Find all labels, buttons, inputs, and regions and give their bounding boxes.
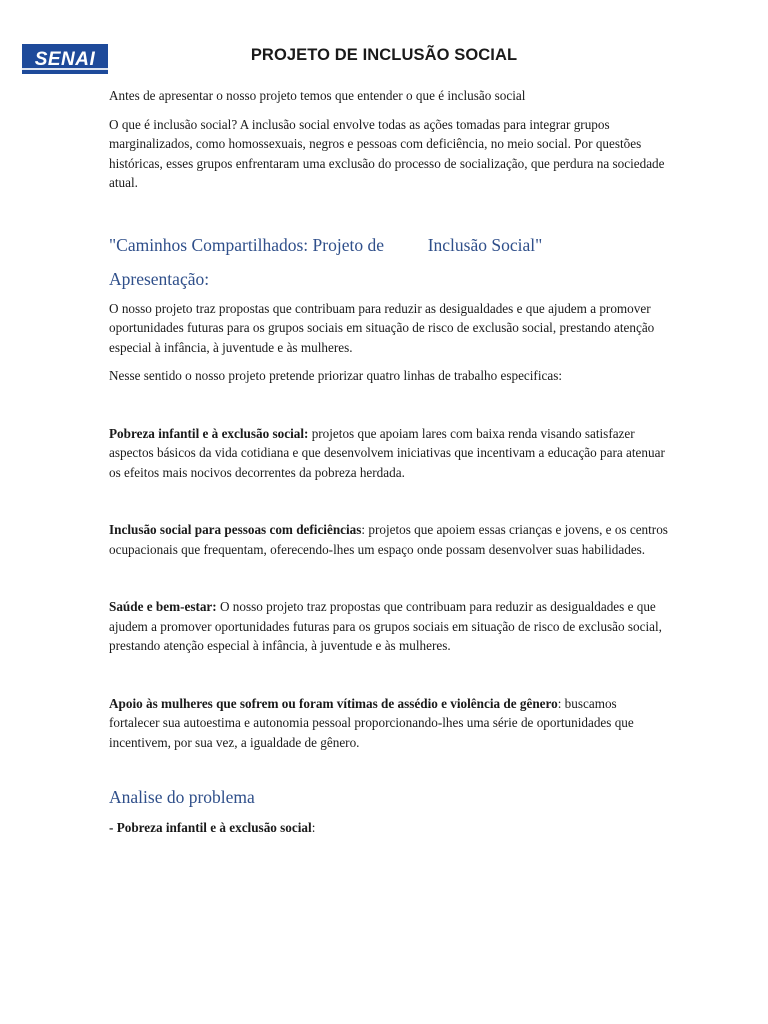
document-body [109,86,669,838]
work-line-text: : buscamos fortalecer sua autoestima e autonomia pessoal proporcionando-lhes uma série de oportunidades que incentivem, por sua vez, a igualdade de gênero. [109,695,634,750]
work-line-health-wellbeing [109,597,669,656]
analysis-item-suffix: : [311,820,316,835]
work-line-title: Inclusão social para pessoas com deficiências [109,522,362,537]
svg-text:SENAI: SENAI [34,49,96,70]
work-line-title: Pobreza infantil e à exclusão social: [109,425,309,441]
problem-analysis-heading: Analise do problema [109,787,255,807]
work-line-title: Saúde e bem-estar: [109,599,217,614]
work-line-disability-inclusion [109,520,669,559]
work-line-title: Apoio às mulheres que sofrem ou foram vítimas de assédio e violência de gênero [109,695,558,711]
analysis-item-child-poverty [109,818,669,838]
work-line-women-support [109,694,669,753]
presentation-heading: Apresentação: [109,268,210,289]
inclusion-definition: O que é inclusão social? A inclusão social envolve todas as ações tomadas para integrar grupos marginalizados, como homossexuais, negros e pessoas com deficiência, no meio social. Por questões históricas, esses grupos enfrentaram uma exclusão do processo de socialização, que perdura na sociedade atual. [109,116,665,190]
work-lines-intro: Nesse sentido o nosso projeto pretende priorizar quatro linhas de trabalho especificas: [109,368,562,383]
work-line-text: : projetos que apoiem essas crianças e jovens, e os centros ocupacionais que frequentam, oferecendo-lhes um espaço onde possam desenvolver suas habilidades. [109,522,668,557]
analysis-item-title: - Pobreza infantil e à exclusão social [109,820,312,835]
document-title: PROJETO DE INCLUSÃO SOCIAL [250,46,518,64]
presentation-paragraph: O nosso projeto traz propostas que contribuam para reduzir as desigualdades e que ajudem a promover oportunidades futuras para os grupos sociais em situação de risco de exclusão social, prestando atenção especial à infância, à juventude e às mulheres. [109,300,655,355]
project-title: "Caminhos Compartilhados: Projeto de Inclusão Social" [109,234,543,255]
intro-lead: Antes de apresentar o nosso projeto temos que entender o que é inclusão social [109,88,526,103]
work-line-child-poverty [109,424,669,483]
work-line-text: O nosso projeto traz propostas que contribuam para reduzir as desigualdades e que ajudem a promover oportunidades futuras para os grupos sociais em situação de risco de exclusão social, prestando atenção especial à infância, à juventude e às mulheres. [109,599,662,653]
work-line-text: projetos que apoiam lares com baixa renda visando satisfazer aspectos básicos da vida cotidiana e que desenvolvem iniciativas que incentivam a educação para atenuar os efeitos mais nocivos decorrentes da pobreza herdada. [109,425,665,480]
